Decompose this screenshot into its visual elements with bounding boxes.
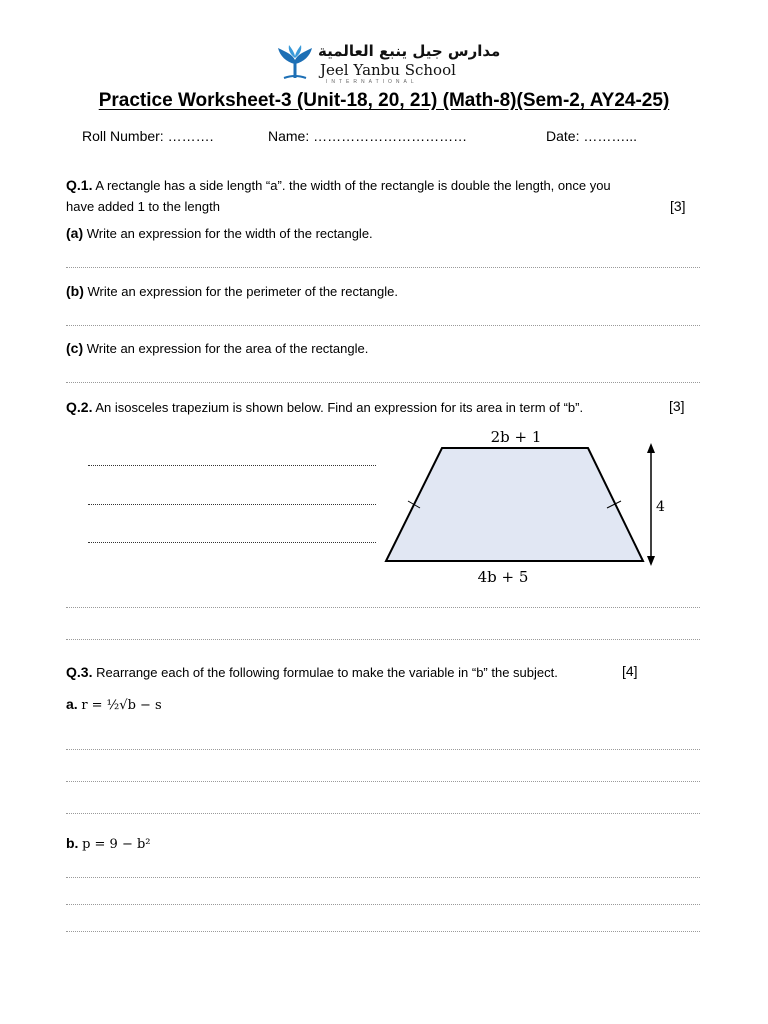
q1-label: Q.1. (66, 177, 93, 193)
answer-line (66, 639, 700, 640)
answer-line (66, 325, 700, 326)
height-arrow-head-bottom (647, 556, 655, 566)
q3b-label: b. (66, 835, 79, 851)
date-field: Date: ………... (546, 128, 638, 144)
working-line (88, 504, 376, 505)
q3a-formula: r = ½√b − s (81, 698, 162, 713)
q1a-label: (a) (66, 225, 84, 241)
answer-line (66, 904, 700, 905)
q1b-text: (b) Write an expression for the perimeter of the rectangle. (66, 283, 398, 299)
q3a-label: a. (66, 696, 78, 712)
answer-line (66, 382, 700, 383)
trapezium-bottom-label: 4b + 5 (477, 568, 529, 586)
school-tagline: INTERNATIONAL (326, 79, 418, 85)
answer-line (66, 749, 700, 750)
trapezium-top-label: 2b + 1 (490, 428, 542, 446)
trapezium-shape (386, 448, 643, 561)
answer-line (66, 607, 700, 608)
q1a-text: (a) Write an expression for the width of the rectangle. (66, 225, 373, 241)
q3-label: Q.3. (66, 664, 93, 680)
q2-marks: [3] (669, 398, 685, 414)
school-name-arabic: مدارس جيل ينبع العالمية (318, 42, 501, 60)
school-name-english: Jeel Yanbu School (320, 61, 456, 79)
q3a-item (66, 696, 162, 713)
tree-icon (276, 44, 314, 80)
worksheet-title: Practice Worksheet-3 (Unit-18, 20, 21) (Math-8)(Sem-2, AY24-25) (98, 90, 670, 111)
q3b-formula: p = 9 − b² (82, 837, 151, 852)
name-field: Name: …………………………… (268, 128, 468, 144)
q3b-item (66, 835, 151, 852)
q1-text-line2: have added 1 to the length (66, 199, 220, 214)
answer-line (66, 877, 700, 878)
q1-text-line1: Q.1. A rectangle has a side length “a”. the width of the rectangle is double the length, once you (66, 177, 611, 193)
height-arrow-head-top (647, 443, 655, 453)
answer-line (66, 931, 700, 932)
trapezium-diagram (380, 422, 680, 590)
q3-text: Q.3. Rearrange each of the following formulae to make the variable in “b” the subject. (66, 664, 558, 680)
answer-line (66, 813, 700, 814)
q2-label: Q.2. (66, 399, 93, 415)
q1c-label: (c) (66, 340, 84, 356)
working-line (88, 542, 376, 543)
answer-line (66, 267, 700, 268)
q2-text: Q.2. An isosceles trapezium is shown below. Find an expression for its area in term of “b”. (66, 399, 584, 415)
answer-line (66, 781, 700, 782)
school-logo (276, 42, 501, 85)
q1b-label: (b) (66, 283, 84, 299)
working-line (88, 465, 376, 466)
trapezium-height-label: 4 (656, 499, 665, 515)
q3-marks: [4] (622, 663, 638, 679)
q1c-text: (c) Write an expression for the area of the rectangle. (66, 340, 369, 356)
q1-marks: [3] (670, 198, 686, 214)
roll-number-field: Roll Number: ………. (82, 128, 214, 144)
